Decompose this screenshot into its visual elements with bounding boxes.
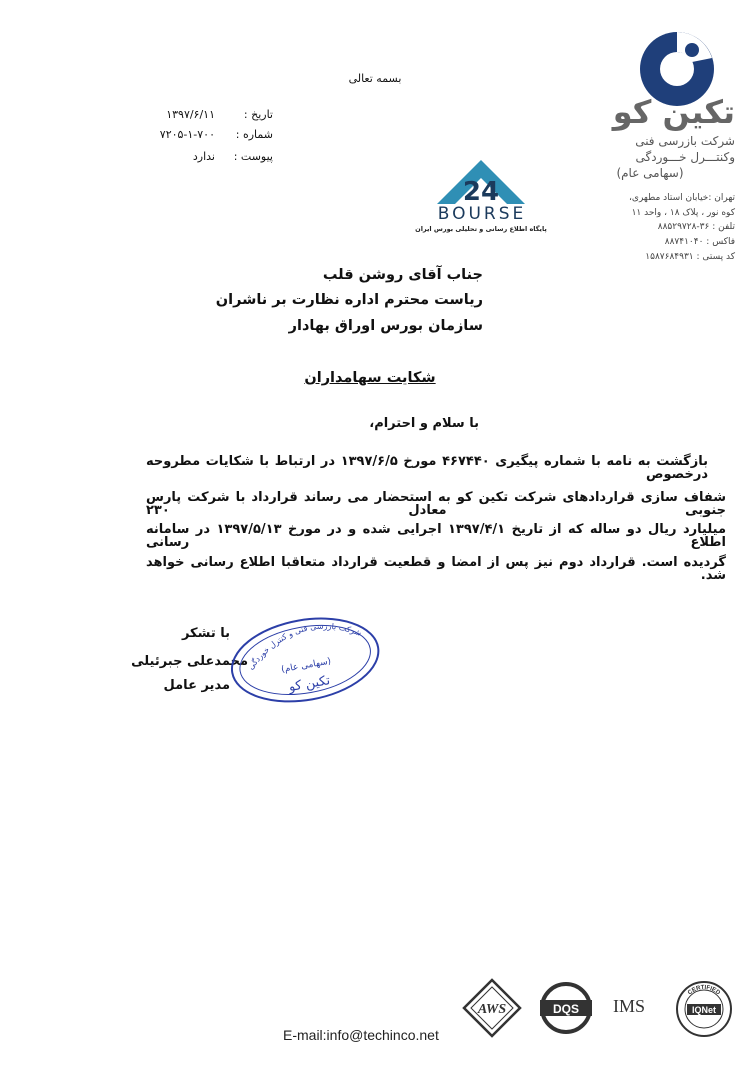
date-label: تاریخ : (243, 108, 273, 121)
letter-subject: شکایت سهامداران (304, 370, 436, 386)
signature-name: محمدعلی جبرئیلی (131, 654, 248, 669)
bourse-number: 24 (462, 177, 500, 207)
stamp-line-2: (سهامی عام) (280, 656, 332, 676)
recipient-line: جناب آقای روشن قلب (322, 267, 483, 283)
bourse-caption: پایگاه اطلاع رسانی و تحلیلی بورس ایران (415, 225, 547, 233)
footer-email: E-mail:info@techinco.net (283, 1027, 439, 1043)
company-name: تکین کو (612, 93, 735, 131)
recipient-line: سازمان بورس اوراق بهادار (288, 318, 483, 334)
greeting: با سلام و احترام، (369, 416, 479, 431)
stamp-line-3: تکین کو (287, 673, 332, 696)
contact-line: کد پستی : ۱۵۸۷۶۸۴۹۳۱ (645, 252, 735, 262)
basmala: بسمه تعالی (348, 72, 402, 85)
company-stamp-icon (225, 610, 385, 708)
company-subtitle-1: شرکت بازرسی فنی (635, 134, 735, 148)
aws-cert-icon (462, 978, 522, 1038)
number-value: ۷۲۰۵-۱-۷۰۰ (159, 128, 215, 141)
contact-line: تهران :خیابان استاد مطهری، (629, 193, 735, 203)
bourse-wordmark: BOURSE (437, 204, 527, 224)
dqs-cert-icon (530, 982, 602, 1034)
ims-cert-label: IMS (613, 996, 646, 1016)
recipient-line: ریاست محترم اداره نظارت بر ناشران (215, 292, 483, 308)
contact-line: کوه نور ، پلاک ۱۸ ، واحد ۱۱ (631, 208, 735, 218)
body-line: بازگشت به نامه با شماره پیگیری ۴۶۷۴۴۰ مورخ ۱۳۹۷/۶/۵ در ارتباط با شکایات مطروحه درخصوص (146, 454, 708, 482)
body-line: میلیارد ریال دو ساله که از تاریخ ۱۳۹۷/۴/۱ اجرایی شده و در مورخ ۱۳۹۷/۵/۱۳ در سامانه اطلاع رسانی (146, 522, 726, 550)
contact-line: تلفن : ۳۶-۸۸۵۲۹۷۲۸ (657, 222, 735, 232)
iqnet-cert-icon (675, 980, 733, 1038)
attachment-label: پیوست : (233, 150, 273, 163)
contact-line: فاکس : ۸۸۷۴۱۰۴۰ (664, 237, 735, 247)
number-label: شماره : (235, 128, 273, 141)
svg-text:AWS: AWS (477, 1002, 507, 1017)
signature-title: مدیر عامل (163, 678, 230, 693)
body-line: شفاف سازی قراردادهای شرکت تکین کو به استحضار می رساند قرارداد با شرکت پارس جنوبی معادل ۲۳۰ (146, 490, 726, 518)
company-subtitle-3: (سهامی عام) (616, 166, 684, 180)
company-subtitle-2: وکنتـــرل خـــوردگی (635, 150, 735, 164)
signature-thanks: با تشکر (181, 626, 230, 641)
stamp-line-1: شرکت بازرسی فنی و کنترل خوردگی (246, 621, 363, 672)
svg-text:IQNet: IQNet (691, 1005, 717, 1015)
svg-text:DQS: DQS (552, 1002, 580, 1016)
date-value: ۱۳۹۷/۶/۱۱ (166, 108, 215, 121)
svg-text:CERTIFIED: CERTIFIED (687, 984, 721, 997)
body-line: گردیده است. قرارداد دوم نیز پس از امضا و قطعیت قرارداد متعاقبا اطلاع رسانی خواهد شد. (146, 555, 726, 583)
attachment-value: ندارد (192, 150, 215, 163)
